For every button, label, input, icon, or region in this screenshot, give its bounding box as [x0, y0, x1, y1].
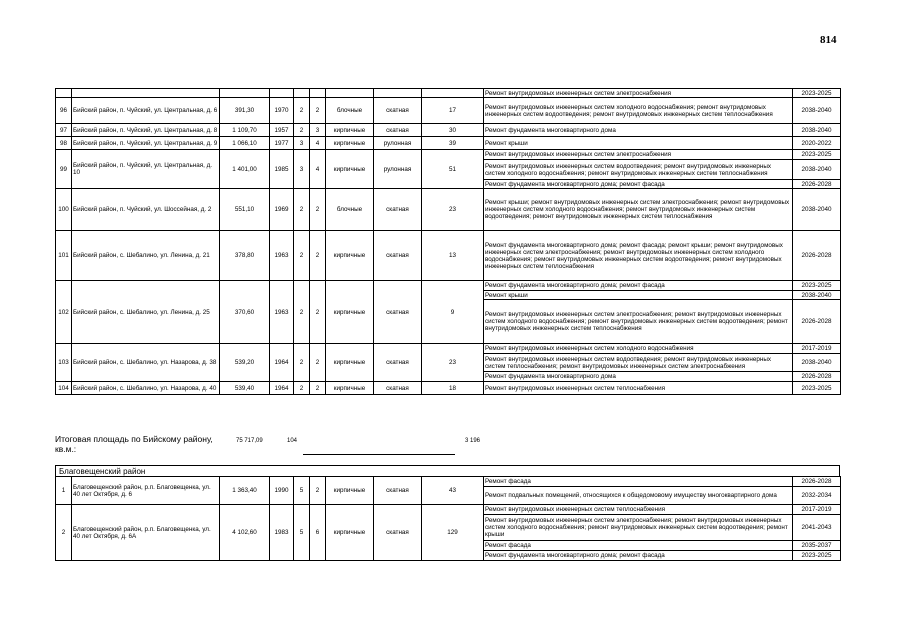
- year-cell: [270, 89, 294, 98]
- work-type-cell: Ремонт внутридомовых инженерных систем холодного водоснабжения: [484, 344, 793, 354]
- floors-cell: 5: [294, 505, 310, 561]
- wall-material-cell: кирпичные: [326, 124, 374, 137]
- entrances-cell: 2: [310, 477, 326, 505]
- work-type-cell: Ремонт внутридомовых инженерных систем водоотведения; ремонт внутридомовых инженерных систем холодного водоснабжения; ремонт внутридомовых инженерных систем теплоснабжения: [484, 160, 793, 180]
- floors-cell: 2: [294, 231, 310, 281]
- work-period-cell: 2026-2028: [793, 477, 841, 487]
- residents-cell: 23: [422, 189, 484, 231]
- year-cell: 1963: [270, 281, 294, 344]
- residents-cell: [422, 89, 484, 98]
- row-number: 100: [56, 189, 72, 231]
- work-type-cell: Ремонт фундамента многоквартирного дома; ремонт фасада; ремонт крыши; ремонт внутридомовых инженерных систем электроснабжения; ремонт внутридомовых инженерных систем холодного водоснабжения; ремонт внутридомовых инженерных систем водоотведения; ремонт внутридомовых инженерных систем теплоснабжения: [484, 231, 793, 281]
- wall-material-cell: [326, 89, 374, 98]
- roof-type-cell: скатная: [374, 477, 422, 505]
- work-type-cell: Ремонт фундамента многоквартирного дома: [484, 372, 793, 382]
- register-table-biysk: [55, 88, 841, 395]
- work-period-cell: 2032-2034: [793, 487, 841, 505]
- year-cell: 1957: [270, 124, 294, 137]
- work-period-cell: 2026-2028: [793, 372, 841, 382]
- wall-material-cell: кирпичные: [326, 231, 374, 281]
- row-number: 99: [56, 150, 72, 189]
- wall-material-cell: кирпичные: [326, 382, 374, 395]
- year-cell: 1969: [270, 189, 294, 231]
- address-cell: Бийский район, с. Шебалино, ул. Ленина, д. 21: [72, 231, 220, 281]
- year-cell: 1964: [270, 382, 294, 395]
- row-number: 97: [56, 124, 72, 137]
- year-cell: 1963: [270, 231, 294, 281]
- year-cell: 1977: [270, 137, 294, 150]
- roof-type-cell: скатная: [374, 344, 422, 382]
- floors-cell: 2: [294, 382, 310, 395]
- work-type-cell: Ремонт внутридомовых инженерных систем холодного водоснабжения; ремонт внутридомовых инженерных систем водоотведения; ремонт внутридомовых инженерных систем теплоснабжения: [484, 98, 793, 124]
- area-cell: 539,20: [220, 344, 270, 382]
- address-cell: Бийский район, с. Шебалино, ул. Назарова, д. 40: [72, 382, 220, 395]
- address-cell: Бийский район, с. Шебалино, ул. Ленина, д. 25: [72, 281, 220, 344]
- work-type-cell: Ремонт крыши; ремонт внутридомовых инженерных систем электроснабжения; ремонт внутридомовых инженерных систем холодного водоснабжения; ремонт внутридомовых инженерных систем водоотведения; ремонт внутридомовых инженерных систем теплоснабжения: [484, 189, 793, 231]
- work-period-cell: 2038-2040: [793, 354, 841, 372]
- year-cell: 1990: [270, 477, 294, 505]
- work-type-cell: Ремонт внутридомовых инженерных систем теплоснабжения: [484, 505, 793, 515]
- work-period-cell: 2038-2040: [793, 98, 841, 124]
- work-type-cell: Ремонт внутридомовых инженерных систем водоотведения; ремонт внутридомовых инженерных систем теплоснабжения; ремонт внутридомовых инженерных систем электроснабжения: [484, 354, 793, 372]
- roof-type-cell: скатная: [374, 98, 422, 124]
- area-cell: 1 363,40: [220, 477, 270, 505]
- work-type-cell: Ремонт внутридомовых инженерных систем электроснабжения: [484, 89, 793, 98]
- work-period-cell: 2026-2028: [793, 231, 841, 281]
- register-table-blagoveshchensk: [55, 476, 841, 561]
- entrances-cell: 6: [310, 505, 326, 561]
- row-number: 104: [56, 382, 72, 395]
- work-period-cell: 2026-2028: [793, 300, 841, 344]
- work-type-cell: Ремонт внутридомовых инженерных систем электроснабжения; ремонт внутридомовых инженерных систем холодного водоснабжения; ремонт внутридомовых инженерных систем водоотведения; ремонт внутридомовых инженерных систем теплоснабжения: [484, 300, 793, 344]
- residents-cell: 18: [422, 382, 484, 395]
- row-number: 101: [56, 231, 72, 281]
- work-type-cell: Ремонт крыши: [484, 137, 793, 150]
- residents-cell: 17: [422, 98, 484, 124]
- area-cell: 539,40: [220, 382, 270, 395]
- roof-type-cell: скатная: [374, 382, 422, 395]
- work-period-cell: 2035-2037: [793, 541, 841, 551]
- address-cell: Благовещенский район, р.п. Благовещенка, ул. 40 лет Октября, д. 6А: [72, 505, 220, 561]
- row-number: 103: [56, 344, 72, 382]
- wall-material-cell: кирпичные: [326, 281, 374, 344]
- area-cell: 1 109,70: [220, 124, 270, 137]
- residents-cell: 23: [422, 344, 484, 382]
- work-type-cell: Ремонт фундамента многоквартирного дома; ремонт фасада: [484, 551, 793, 561]
- work-period-cell: 2023-2025: [793, 382, 841, 395]
- address-cell: Бийский район, п. Чуйский, ул. Центральная, д. 6: [72, 98, 220, 124]
- total-underline: [303, 454, 455, 455]
- work-type-cell: Ремонт подвальных помещений, относящихся к общедомовому имуществу многоквартирного дома: [484, 487, 793, 505]
- roof-type-cell: скатная: [374, 231, 422, 281]
- entrances-cell: 2: [310, 98, 326, 124]
- entrances-cell: 4: [310, 137, 326, 150]
- roof-type-cell: рулонная: [374, 137, 422, 150]
- table-row: [56, 189, 841, 231]
- wall-material-cell: кирпичные: [326, 505, 374, 561]
- roof-type-cell: скатная: [374, 124, 422, 137]
- area-cell: [220, 89, 270, 98]
- residents-cell: 9: [422, 281, 484, 344]
- page-number: 814: [820, 34, 837, 46]
- district-total-count: 104: [287, 438, 298, 444]
- residents-cell: 39: [422, 137, 484, 150]
- table-row: [56, 89, 841, 98]
- district-total-label: Итоговая площадь по Бийскому району, кв.м.:: [55, 434, 213, 454]
- residents-cell: 43: [422, 477, 484, 505]
- table-row: [56, 137, 841, 150]
- year-cell: 1964: [270, 344, 294, 382]
- work-period-cell: 2026-2028: [793, 180, 841, 189]
- area-cell: 1 066,10: [220, 137, 270, 150]
- year-cell: 1985: [270, 150, 294, 189]
- row-number: 102: [56, 281, 72, 344]
- work-period-cell: 2038-2040: [793, 124, 841, 137]
- table-row: [56, 344, 841, 354]
- area-cell: 4 102,60: [220, 505, 270, 561]
- year-cell: 1983: [270, 505, 294, 561]
- floors-cell: 2: [294, 281, 310, 344]
- district-total-area: 75 717,09: [236, 438, 263, 444]
- residents-cell: 13: [422, 231, 484, 281]
- work-period-cell: 2020-2022: [793, 137, 841, 150]
- address-cell: Бийский район, п. Чуйский, ул. Центральная, д. 9: [72, 137, 220, 150]
- table-row: [56, 98, 841, 124]
- work-type-cell: Ремонт фундамента многоквартирного дома; ремонт фасада: [484, 281, 793, 291]
- area-cell: 378,80: [220, 231, 270, 281]
- entrances-cell: 2: [310, 231, 326, 281]
- district-total-residents: 3 196: [465, 438, 481, 444]
- table-row: [56, 477, 841, 487]
- residents-cell: 30: [422, 124, 484, 137]
- entrances-cell: 2: [310, 281, 326, 344]
- area-cell: 391,30: [220, 98, 270, 124]
- roof-type-cell: [374, 89, 422, 98]
- roof-type-cell: скатная: [374, 281, 422, 344]
- district-header: Благовещенский район: [55, 465, 840, 476]
- table-row: [56, 150, 841, 160]
- roof-type-cell: скатная: [374, 189, 422, 231]
- work-type-cell: Ремонт внутридомовых инженерных систем теплоснабжения: [484, 382, 793, 395]
- table-row: [56, 505, 841, 515]
- work-period-cell: 2023-2025: [793, 551, 841, 561]
- floors-cell: 2: [294, 344, 310, 382]
- floors-cell: 5: [294, 477, 310, 505]
- address-cell: Бийский район, с. Шебалино, ул. Назарова, д. 38: [72, 344, 220, 382]
- table-row: [56, 231, 841, 281]
- row-number: 2: [56, 505, 72, 561]
- table-row: [56, 281, 841, 291]
- work-period-cell: 2038-2040: [793, 160, 841, 180]
- floors-cell: 2: [294, 189, 310, 231]
- address-cell: Бийский район, п. Чуйский, ул. Центральная, д. 10: [72, 150, 220, 189]
- roof-type-cell: рулонная: [374, 150, 422, 189]
- area-cell: 551,10: [220, 189, 270, 231]
- wall-material-cell: кирпичные: [326, 477, 374, 505]
- address-cell: Благовещенский район, р.п. Благовещенка, ул. 40 лет Октября, д. 6: [72, 477, 220, 505]
- work-period-cell: 2023-2025: [793, 281, 841, 291]
- floors-cell: 3: [294, 150, 310, 189]
- wall-material-cell: кирпичные: [326, 137, 374, 150]
- work-period-cell: 2023-2025: [793, 89, 841, 98]
- entrances-cell: [310, 89, 326, 98]
- work-type-cell: Ремонт фасада: [484, 477, 793, 487]
- entrances-cell: 4: [310, 150, 326, 189]
- work-period-cell: 2038-2040: [793, 291, 841, 300]
- work-type-cell: Ремонт фундамента многоквартирного дома; ремонт фасада: [484, 180, 793, 189]
- work-type-cell: Ремонт внутридомовых инженерных систем электроснабжения: [484, 150, 793, 160]
- entrances-cell: 3: [310, 124, 326, 137]
- work-period-cell: 2038-2040: [793, 189, 841, 231]
- work-period-cell: 2017-2019: [793, 344, 841, 354]
- floors-cell: 3: [294, 137, 310, 150]
- entrances-cell: 2: [310, 189, 326, 231]
- entrances-cell: 2: [310, 382, 326, 395]
- wall-material-cell: блочные: [326, 189, 374, 231]
- floors-cell: [294, 89, 310, 98]
- address-cell: Бийский район, п. Чуйский, ул. Центральная, д. 8: [72, 124, 220, 137]
- wall-material-cell: кирпичные: [326, 344, 374, 382]
- residents-cell: 51: [422, 150, 484, 189]
- work-period-cell: 2023-2025: [793, 150, 841, 160]
- work-period-cell: 2017-2019: [793, 505, 841, 515]
- work-period-cell: 2041-2043: [793, 515, 841, 541]
- row-number: 96: [56, 98, 72, 124]
- area-cell: 1 401,00: [220, 150, 270, 189]
- work-type-cell: Ремонт фасада: [484, 541, 793, 551]
- floors-cell: 2: [294, 124, 310, 137]
- wall-material-cell: кирпичные: [326, 150, 374, 189]
- work-type-cell: Ремонт внутридомовых инженерных систем электроснабжения; ремонт внутридомовых инженерных систем холодного водоснабжения; ремонт внутридомовых инженерных систем водоотведения; ремонт крыши: [484, 515, 793, 541]
- wall-material-cell: блочные: [326, 98, 374, 124]
- row-number: 98: [56, 137, 72, 150]
- entrances-cell: 2: [310, 344, 326, 382]
- roof-type-cell: скатная: [374, 505, 422, 561]
- work-type-cell: Ремонт фундамента многоквартирного дома: [484, 124, 793, 137]
- address-cell: [72, 89, 220, 98]
- work-type-cell: Ремонт крыши: [484, 291, 793, 300]
- table-row: [56, 382, 841, 395]
- row-number: [56, 89, 72, 98]
- address-cell: Бийский район, п. Чуйский, ул. Шоссейная, д. 2: [72, 189, 220, 231]
- area-cell: 370,60: [220, 281, 270, 344]
- floors-cell: 2: [294, 98, 310, 124]
- year-cell: 1970: [270, 98, 294, 124]
- row-number: 1: [56, 477, 72, 505]
- table-row: [56, 124, 841, 137]
- residents-cell: 129: [422, 505, 484, 561]
